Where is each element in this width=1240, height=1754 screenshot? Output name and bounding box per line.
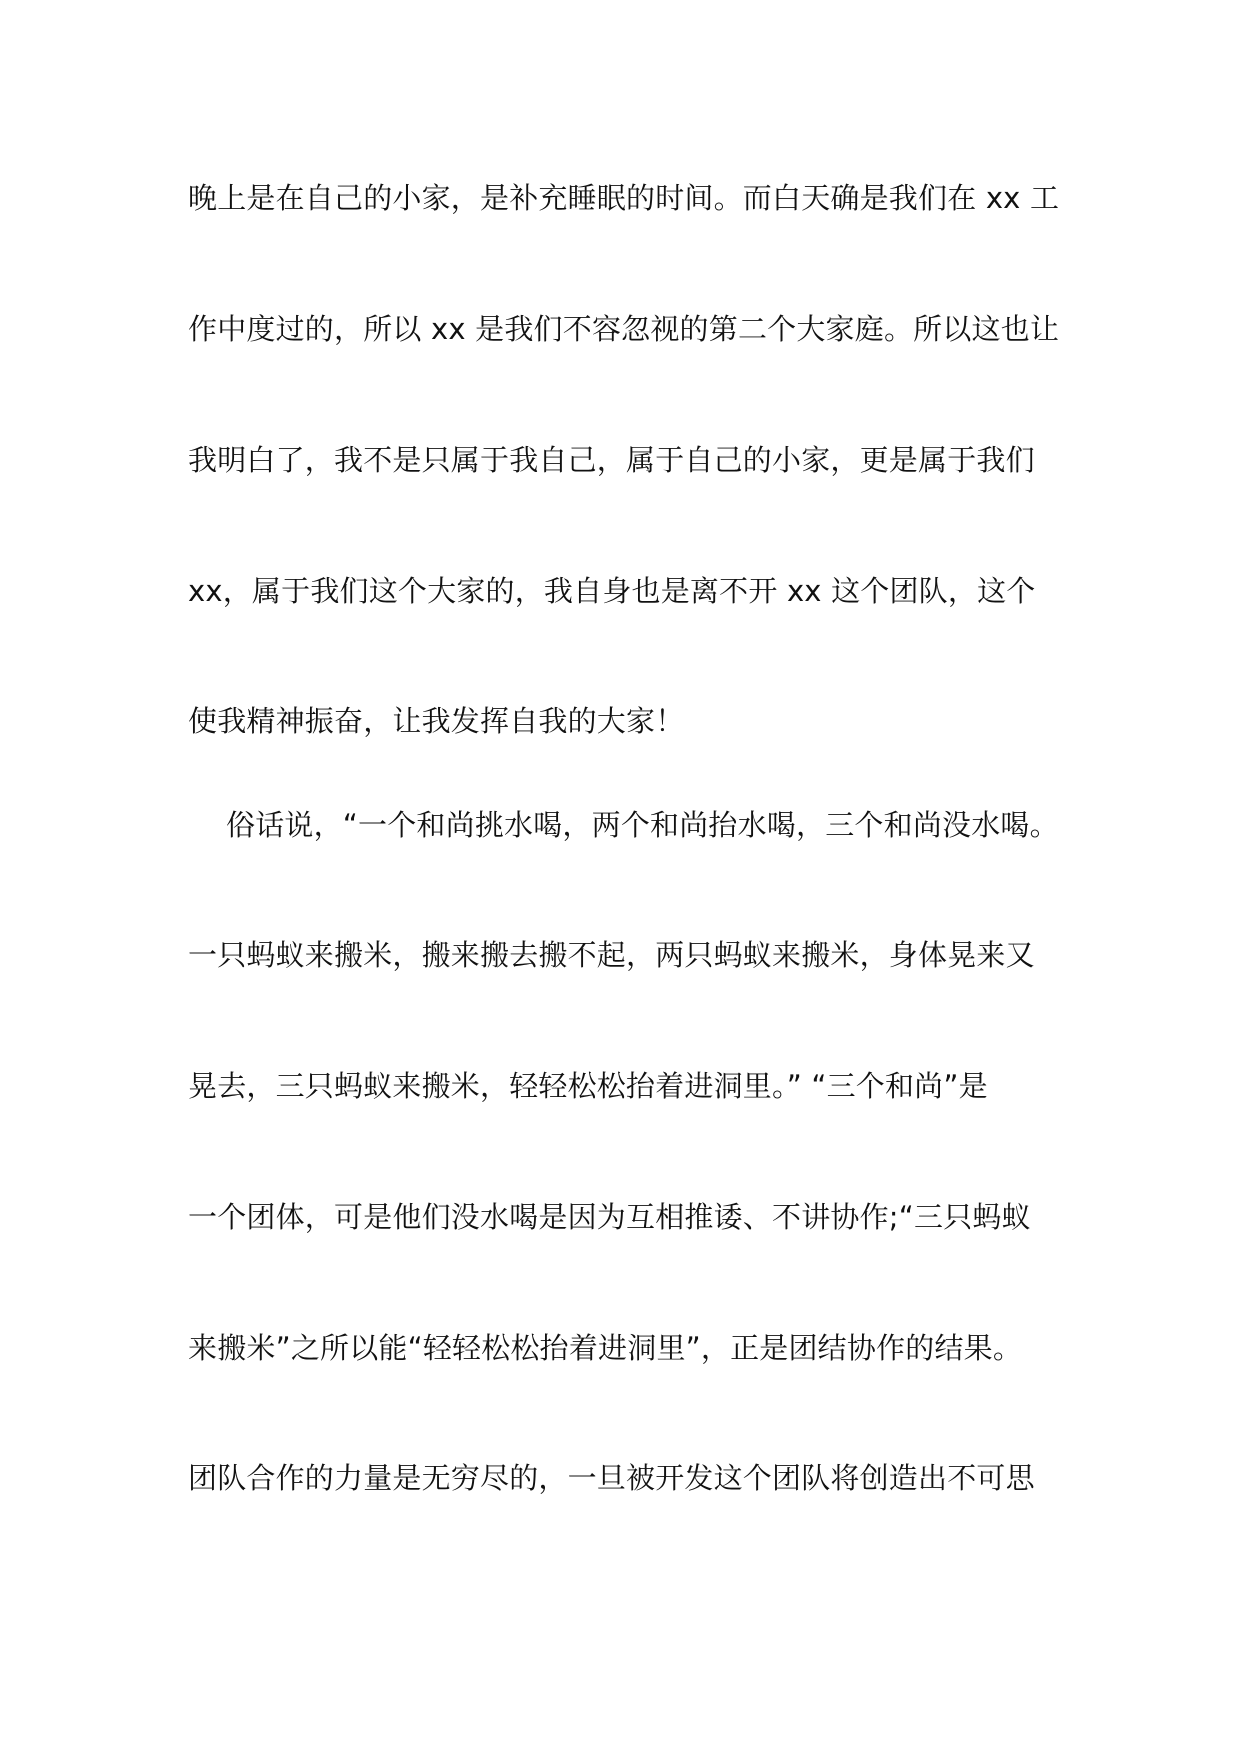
text-line: 晚上是在自己的小家，是补充睡眠的时间。而白天确是我们在 xx 工 <box>188 181 1060 215</box>
text-line: 一只蚂蚁来搬米，搬来搬去搬不起，两只蚂蚁来搬米，身体晃来又 <box>188 938 1035 972</box>
text-line: 使我精神振奋，让我发挥自我的大家！ <box>188 704 685 738</box>
text-line: xx，属于我们这个大家的，我自身也是离不开 xx 这个团队，这个 <box>188 574 1036 608</box>
text-line: 团队合作的力量是无穷尽的，一旦被开发这个团队将创造出不可思 <box>188 1461 1035 1495</box>
text-line: 来搬米”之所以能“轻轻松松抬着进洞里”，正是团结协作的结果。 <box>188 1331 1023 1365</box>
text-line: 晃去，三只蚂蚁来搬米，轻轻松松抬着进洞里。” “三个和尚”是 <box>188 1069 988 1103</box>
text-line: 一个团体，可是他们没水喝是因为互相推诿、不讲协作;“三只蚂蚁 <box>188 1200 1031 1234</box>
text-line: 作中度过的，所以 xx 是我们不容忽视的第二个大家庭。所以这也让 <box>188 312 1060 346</box>
paragraph-first-line: 俗话说，“一个和尚挑水喝，两个和尚抬水喝，三个和尚没水喝。 <box>226 808 1059 842</box>
text-line: 我明白了，我不是只属于我自己，属于自己的小家，更是属于我们 <box>188 443 1035 477</box>
